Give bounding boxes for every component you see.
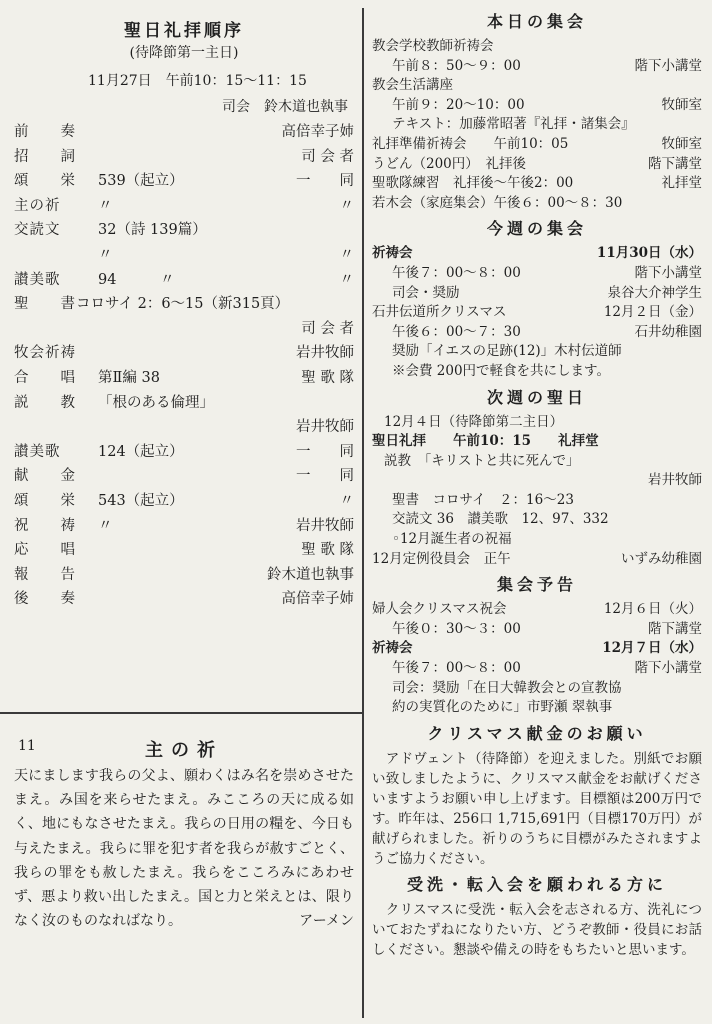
worship-order [14, 20, 354, 612]
notice-line-text: 婦人会クリスマス祝会 [372, 601, 507, 618]
week-line-right: 11月30日（水） [596, 245, 702, 262]
order-presider: 司会 鈴木道也執事 [222, 99, 348, 115]
week-line-text: 石井伝道所クリスマス [372, 304, 507, 321]
next-line [372, 471, 702, 491]
notice-line [372, 620, 702, 640]
next-line [372, 452, 702, 472]
order-item [14, 268, 354, 293]
order-item-detail: 〃 [98, 246, 113, 263]
today-line [372, 37, 702, 57]
order-item-name: 讃美歌 [14, 271, 61, 288]
order-item [14, 563, 354, 588]
order-item [14, 243, 354, 268]
notice-line-right: 12月６日（火） [603, 601, 702, 618]
order-item-name [14, 415, 98, 440]
next-line-text: 説教 「キリストと共に死んで」 [384, 452, 580, 469]
today-line-text: 聖歌隊練習 礼拝後～午後2：00 [372, 175, 574, 192]
order-item-person: 司 会 者 [301, 320, 354, 337]
next-line [372, 530, 702, 550]
next-title: 次週の聖日 [486, 387, 587, 407]
notice-list [372, 600, 702, 718]
order-item-person: 〃 [339, 197, 354, 214]
order-item-detail [98, 587, 256, 612]
today-line [372, 155, 702, 175]
order-item-detail: 〃 [98, 197, 113, 214]
order-item [14, 366, 354, 391]
order-item-person: 一 同 [296, 443, 354, 460]
order-item-detail: コロサイ 2：6～15（新315頁） [76, 296, 290, 313]
order-item [14, 120, 354, 145]
notice-line [372, 698, 702, 718]
order-item [14, 169, 354, 194]
today-line-text: 若木会（家庭集会）午後６：00～８：30 [372, 194, 623, 211]
week-line-text: 午後６：00～７：30 [392, 323, 521, 340]
order-item-name: 頌 栄 [14, 492, 76, 509]
order-item-name [14, 243, 98, 268]
baptism-title: 受洗・転入会を願われる方に [406, 874, 667, 894]
notice-title: 集会予告 [496, 575, 577, 595]
week-line [372, 244, 702, 264]
week-line-text: 奨励「イエスの足跡(12)」木村伝道師 [392, 343, 622, 360]
notice-line [372, 600, 702, 620]
today-line-right: 牧師室 [661, 96, 702, 113]
order-item-detail [98, 538, 256, 563]
order-item [14, 391, 354, 416]
today-line-text: 礼拝準備祈祷会 午前10：05 [372, 135, 569, 152]
order-item-person [256, 218, 354, 243]
next-line-text: 聖日礼拝 午前10：15 礼拝堂 [372, 433, 599, 450]
order-item-name: 献 金 [14, 468, 76, 485]
order-item-person: 鈴木道也執事 [267, 566, 354, 583]
week-line-text: 祈祷会 [372, 245, 413, 262]
today-list [372, 37, 702, 213]
next-line [372, 491, 702, 511]
order-item [14, 292, 354, 317]
order-item-name: 讃美歌 [14, 443, 61, 460]
section-divider [0, 712, 362, 714]
order-item [14, 538, 354, 563]
order-item-name: 前 奏 [14, 124, 76, 140]
prayer-body: 天にまします我らの父よ、願わくはみ名を崇めさせたまえ。み国を来らせたまえ。みこころの天に成る如く、地にもなさせたまえ。我らの日用の糧を、今日も与えたまえ。我らに罪を犯す者を我らが赦すごとく、我らの罪をも赦したまえ。我らをこころみにあわせず、悪より救い出したまえ。国と力と栄えとは、限りなく汝のものなればなり。 [14, 768, 354, 930]
next-line-text: 聖書 コロサイ ２：16～23 [392, 491, 574, 508]
order-item-person: 岩井牧師 [296, 345, 354, 362]
today-line [372, 76, 702, 96]
week-line [372, 323, 702, 343]
order-item-detail [98, 341, 256, 366]
prayer-text [14, 764, 354, 933]
order-item-name: 後 奏 [14, 591, 76, 608]
week-title: 今週の集会 [486, 219, 587, 239]
today-line [372, 96, 702, 116]
order-item [14, 317, 354, 342]
order-item-person: 一 同 [296, 468, 354, 485]
order-item-name: 交読文 [14, 222, 61, 239]
order-item-detail [98, 120, 256, 145]
notice-line-text: 祈祷会 [372, 640, 413, 657]
order-item-name: 頌 栄 [14, 173, 76, 190]
today-line [372, 174, 702, 194]
order-title: 聖日礼拝順序 [124, 21, 244, 41]
order-item-person: 〃 [339, 246, 354, 263]
order-item-person [289, 292, 354, 317]
order-item-person: 聖 歌 隊 [301, 369, 354, 386]
next-line-text: 12月定例役員会 正午 [372, 550, 511, 567]
order-list [14, 120, 354, 612]
next-line-text: 12月４日（待降節第二主日） [384, 413, 564, 430]
order-item-name: 聖 書 [14, 296, 76, 313]
next-line [372, 432, 702, 452]
prayer-title: 主の祈 [145, 740, 223, 761]
today-line-right: 階下講堂 [648, 155, 702, 172]
next-line [372, 510, 702, 530]
notice-line-text: 午後７：00～８：00 [392, 660, 521, 677]
week-line [372, 303, 702, 323]
notice-line-text: 司会：奨励「在日大韓教会との宣教協 [392, 679, 622, 696]
week-line [372, 362, 702, 382]
week-line [372, 284, 702, 304]
order-item-name: 報 告 [14, 566, 76, 583]
order-item-person: 高倍幸子姉 [281, 591, 354, 608]
today-line-text: うどん（200円） 礼拝後 [372, 155, 527, 172]
order-item-detail: 94 〃 [98, 271, 175, 288]
week-line-right: 泉谷大介神学生 [607, 284, 702, 301]
today-line-right: 階下小講堂 [634, 57, 702, 74]
notice-line [372, 679, 702, 699]
order-item-detail: 32（詩 139篇） [98, 222, 207, 239]
today-line-text: 午前９：20～10：00 [392, 96, 525, 113]
order-item-person: 一 同 [296, 173, 354, 190]
lords-prayer [14, 736, 354, 933]
order-item-detail: 124（起立） [98, 443, 184, 460]
order-item-detail: 539（起立） [98, 173, 184, 190]
order-item-detail: 「根のある倫理」 [98, 394, 214, 411]
order-item [14, 415, 354, 440]
today-title: 本日の集会 [486, 12, 587, 31]
order-item-person: 〃 [339, 271, 354, 288]
order-item-detail [98, 317, 256, 342]
order-datetime: 11月27日 午前10：15～11：15 [88, 73, 307, 89]
order-item-detail [98, 563, 256, 588]
today-line-right: 牧師室 [661, 135, 702, 152]
order-item [14, 194, 354, 219]
today-line-text: 教会学校教師祈祷会 [372, 38, 494, 54]
today-line [372, 135, 702, 155]
order-item-detail: 第Ⅱ編 38 [98, 369, 160, 386]
today-line-text: 教会生活講座 [372, 77, 453, 94]
order-item-detail [98, 145, 256, 170]
order-item-name: 合 唱 [14, 369, 76, 386]
order-item-name [14, 317, 98, 342]
today-line-text: テキスト：加藤常昭著『礼拝・諸集会』 [392, 116, 635, 133]
order-item-person: 〃 [339, 492, 354, 509]
notice-line-right: 12月７日（水） [602, 640, 702, 657]
order-item [14, 341, 354, 366]
today-line [372, 57, 702, 77]
week-line-right: 階下小講堂 [634, 264, 702, 281]
order-item [14, 440, 354, 465]
today-line-text: 午前８：50～９：00 [392, 57, 521, 74]
order-item-detail [98, 464, 256, 489]
notice-line [372, 639, 702, 659]
order-item-person: 高倍幸子姉 [281, 124, 354, 140]
column-divider [362, 8, 364, 1018]
today-line [372, 115, 702, 135]
order-item-person: 岩井牧師 [296, 517, 354, 534]
week-line-text: ※会費 200円で軽食を共にします。 [392, 362, 610, 379]
week-line-right: 石井幼稚園 [634, 323, 702, 340]
notice-line-right: 階下講堂 [648, 620, 702, 637]
order-item-name: 祝 祷 [14, 517, 76, 534]
order-item-person [256, 391, 354, 416]
order-item-detail [98, 415, 256, 440]
today-line-right: 礼拝堂 [661, 175, 702, 192]
week-line [372, 264, 702, 284]
week-line-text: 司会・奨励 [392, 284, 460, 301]
week-list [372, 244, 702, 381]
order-item [14, 464, 354, 489]
order-item-name: 応 唱 [14, 542, 76, 559]
order-item-name: 牧会祈祷 [14, 345, 76, 362]
next-line-text: ◦12月誕生者の祝福 [392, 531, 512, 548]
order-item-detail: 〃 [98, 517, 113, 534]
next-line-right: いずみ幼稚園 [621, 550, 702, 567]
notice-line [372, 659, 702, 679]
week-line [372, 342, 702, 362]
next-line-text: 交読文 36 讃美歌 12、97、332 [392, 511, 609, 528]
next-line [372, 413, 702, 433]
next-list [372, 413, 702, 570]
today-line [372, 194, 702, 214]
order-item [14, 218, 354, 243]
order-item [14, 489, 354, 514]
baptism-text: クリスマスに受洗・転入会を志される方、洗礼についておたずねになりたい方、どうぞ教師・役員にお話しください。懇談や備えの時をもちたいと思います。 [372, 901, 702, 958]
order-item [14, 587, 354, 612]
order-item-person: 司 会 者 [301, 148, 354, 165]
order-item-detail: 543（起立） [98, 492, 184, 509]
notice-line-right: 階下小講堂 [634, 660, 702, 677]
order-item-name: 招 詞 [14, 148, 76, 165]
week-line-right: 12月２日（金） [603, 304, 702, 321]
christmas-title: クリスマス献金のお願い [427, 723, 647, 743]
announcements [372, 12, 702, 960]
notice-line-text: 約の実質化のために」市野瀬 翠執事 [392, 699, 613, 716]
order-item-person: 岩井牧師 [296, 419, 354, 436]
order-item-person: 聖 歌 隊 [301, 542, 354, 559]
week-line-text: 午後７：00～８：00 [392, 264, 521, 281]
order-item-name: 主の祈 [14, 197, 61, 214]
notice-line-text: 午後０：30～３：00 [392, 620, 521, 637]
order-item [14, 145, 354, 170]
prayer-amen: アーメン [299, 913, 354, 930]
prayer-number: 11 [18, 738, 36, 754]
christmas-text: アドヴェント（待降節）を迎えました。別紙でお願い致しましたように、クリスマス献金をお献げくださいますようお願い申し上げます。目標額は200万円です。昨年は、256口 1,715,691円（目標170万円）が献げられました。祈りのうちに目標がみたされますようご協力ください。 [372, 750, 702, 867]
next-line [372, 550, 702, 570]
order-item [14, 514, 354, 539]
next-line-right: 岩井牧師 [648, 472, 702, 489]
order-item-name: 説 教 [14, 394, 76, 411]
order-subtitle: (待降節第一主日) [129, 45, 239, 61]
